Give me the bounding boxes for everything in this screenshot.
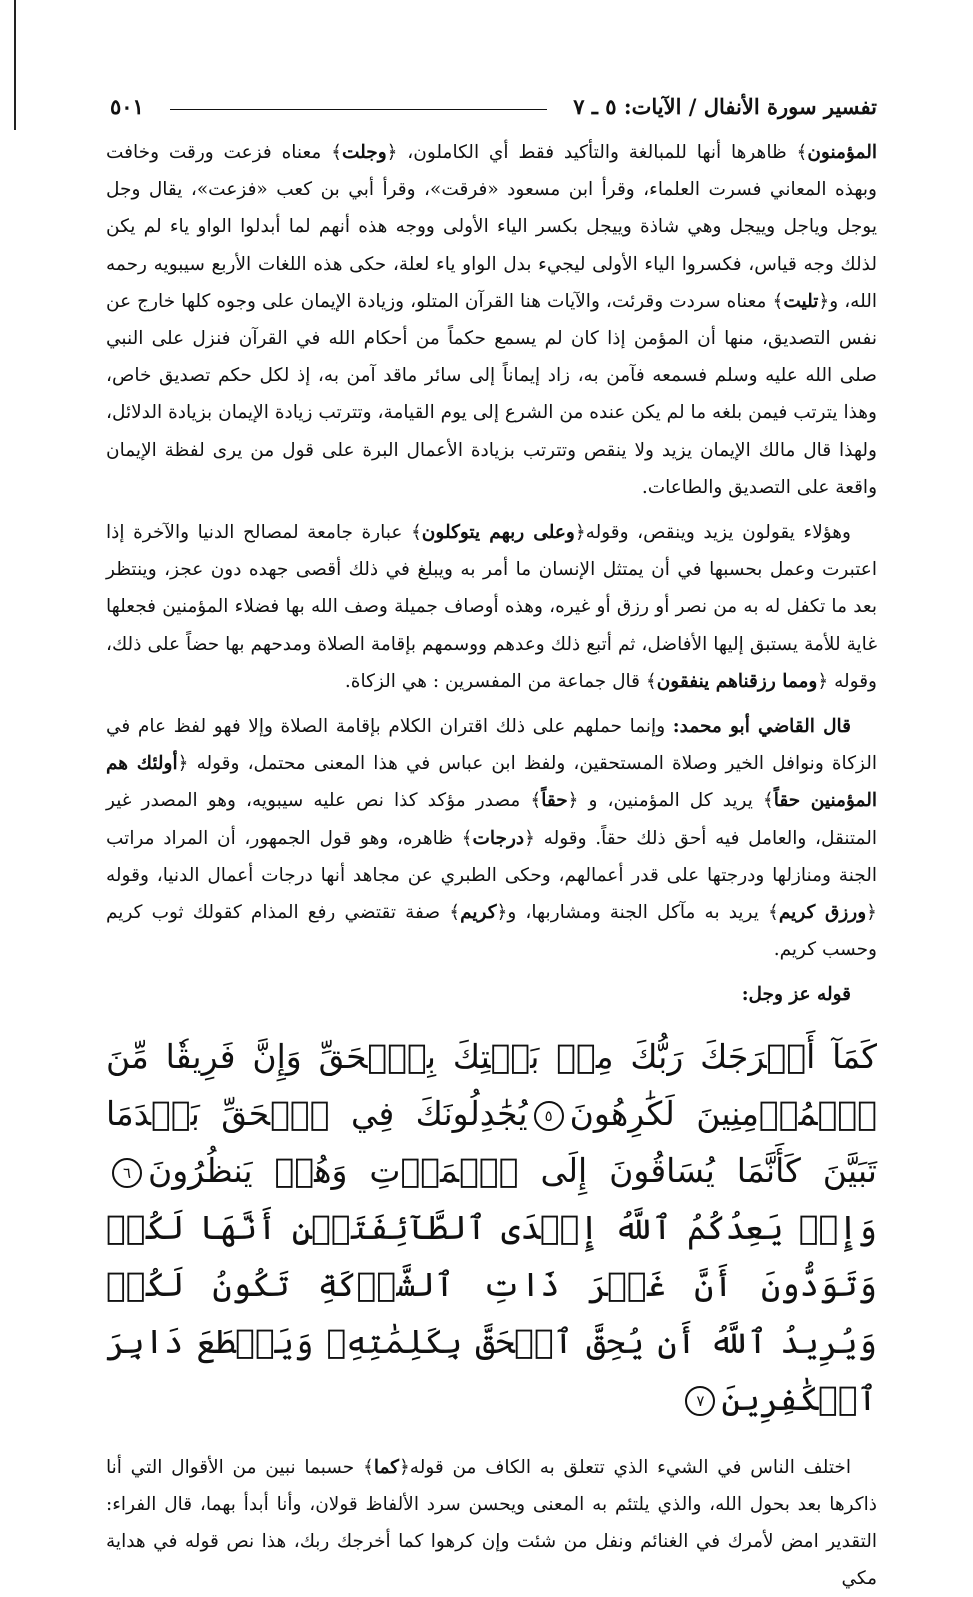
verse-text: يُجَٰدِلُونَكَ فِي ٱلۡحَقِّ بَعۡدَمَا تَبَيَّنَ كَأَنَّمَا يُسَاقُونَ إِلَى ٱلۡمَوۡتِ وَهُمۡ يَنظُرُونَ [106, 1093, 877, 1190]
paragraph-2 [106, 514, 877, 700]
commentary-text: ﴾ مصدر مؤكد كذا نص عليه سيبويه، وهو المصدر غير المتنقل، والعامل فيه أحق ذلك حقاً. وقوله ﴿ [106, 790, 877, 849]
quoted-term: أولئك هم المؤمنين حقاً [106, 753, 877, 812]
paragraph-3 [106, 708, 877, 968]
speaker-label: قال القاضي أبو محمد: [672, 716, 852, 738]
commentary-text: ﴾ قال جماعة من المفسرين : هي الزكاة. [344, 670, 657, 692]
commentary-text: ﴾ ظاهرها أنها للمبالغة والتأكيد فقط أي الكاملون، ﴿ [386, 142, 808, 163]
quoted-term: وعلى ربهم يتوكلون [421, 522, 575, 544]
paragraph-4 [106, 1449, 877, 1597]
verse-intro: قوله عز وجل: [741, 984, 851, 1006]
quoted-term: تليت [783, 290, 819, 312]
commentary-text: ﴾ ظاهره، وهو قول الجمهور، أن المراد مراتب الجنة ومنازلها ودرجتها على قدر أعمالهم، وحكى الطبري عن مجاهد أنها درجات أعمال الدنيا، وقوله ﴿ [106, 827, 877, 924]
verse-text: كَمَآ أَخۡرَجَكَ رَبُّكَ مِنۢ بَيۡتِكَ بِٱلۡحَقِّ وَإِنَّ فَرِيقٗا مِّنَ ٱلۡمُؤۡمِنِينَ لَكَٰرِهُونَ [106, 1036, 878, 1133]
ayah-number-marker: ٥ [534, 1101, 564, 1131]
ayah-number-marker: ٧ [685, 1386, 715, 1416]
commentary-text: وإنما حملهم على ذلك اقتران الكلام بإقامة الصلاة وإلا فهو لفظ عام في الزكاة ونوافل الخير وصلاة المستحقين، ولفظ ابن عباس في هذا المعنى محتمل، وقوله ﴿ [106, 716, 877, 775]
quoted-term: درجات [472, 827, 525, 849]
page-body [106, 134, 877, 1597]
commentary-text: ﴾ معناه سردت وقرئت، والآيات هنا القرآن المتلو، وزيادة الإيمان على وجوه كلها خارج عن نفس التصديق، منها أن المؤمن إذا كان لم يسمع حكماً من أحكام الله في القرآن فنزل على النبي صلى الله عليه وسلم فسمعه فآمن به، زاد إيماناً إلى سائر ماقد آمن به، إذ لكل حكم تصديق خاص، وهذا يترتب فيمن بلغه ما لم يكن عنده من الشرع إلى يوم القيامة، وتترتب زيادة الإيمان بزيادة الدلائل، ولهذا قال مالك الإيمان يزيد ولا ينقص وتترتب بزيادة الأعمال البرة على قول من يرى لفظة الإيمان واقعة على التصديق والطاعات. [106, 290, 877, 498]
running-head: تفسير سورة الأنفال / الآيات: ٥ ـ ٧ [565, 92, 877, 122]
quoted-term: كما [373, 1456, 399, 1478]
verse-text: وَإِذۡ يَعِدُكُمُ ٱللَّهُ إِحۡدَى ٱلطَّآئِفَتَيۡنِ أَنَّهَا لَكُمۡ وَتَوَدُّونَ أَنَّ غَيۡرَ ذَاتِ ٱلشَّوۡكَةِ تَكُونُ لَكُمۡ وَيُرِيدُ ٱللَّهُ أَن يُحِقَّ ٱلۡحَقَّ بِكَلِمَٰتِهِۦ وَيَقۡطَعَ دَابِرَ ٱلۡكَٰفِرِينَ [106, 1207, 877, 1418]
page-header [110, 92, 877, 122]
quoted-term: حقاً [541, 790, 568, 812]
commentary-text: ﴾ صفة تقتضي رفع المذام كقولك ثوب كريم وحسب كريم. [106, 902, 877, 961]
ayah-number-marker: ٦ [112, 1158, 142, 1188]
commentary-text: ﴾ حسبما نبين من الأقوال التي أنا ذاكرها بعد بحول الله، والذي يلتئم به المعنى ويحسن سرد الألفاظ قولان، وأنا أبدأ بهما، قال الفراء: التقدير امض لأمرك في الغنائم ونفل من شئت وإن كرهوا كما أخرجك ربك، هذا نص قوله في هداية مكي [106, 1456, 877, 1590]
quoted-term: المؤمنون [807, 142, 877, 163]
commentary-text: اختلف الناس في الشيء الذي تتعلق به الكاف من قوله﴿ [398, 1456, 851, 1478]
header-rule [170, 109, 547, 110]
quoted-term: ورزق كريم [778, 902, 867, 924]
quoted-term: وجلت [341, 142, 387, 163]
commentary-text: ﴾ عبارة جامعة لمصالح الدنيا والآخرة إذا اعتبرت وعمل بحسبها في أن يمتثل الإنسان ما أمر به ويبلغ في ذلك أقصى جهده دون عجز، وينتظر بعد ما تكفل له به من نصر أو رزق أو غيره، وهذه أوصاف جميلة وصف الله بها فضلاء المؤمنين فجعلها غاية للأمة يستبق إليها الأفاضل، ثم أتبع ذلك وعدهم ووسمهم بإقامة الصلاة ومدحهم بها حضاً على ذلك، وقوله ﴿ [106, 522, 877, 692]
quoted-term: ومما رزقناهم ينفقون [656, 670, 818, 692]
commentary-text: وهؤلاء يقولون يزيد وينقص، وقوله﴿ [574, 522, 851, 544]
scan-edge-line [14, 0, 16, 130]
commentary-text: ﴾ معناه فزعت ورقت وخافت وبهذه المعاني فسرت العلماء، وقرأ ابن مسعود «فرقت»، وقرأ أبي بن كعب «فزعت»، يقال وجل يوجل وياجل وييجل وهي شاذة وييجل بكسر الياء الأولى ووجه هذه أنهم لما أبدلوا الواو ياء لم يكن لذلك وجه قياس، فكسروا الياء الأولى ليجيء بدل الواو ياء لعلة، حكى هذه اللغات الأربع سيبويه رحمه الله، و﴿ [106, 142, 877, 312]
commentary-text: ﴾ يريد كل المؤمنين، و ﴿ [567, 790, 774, 812]
paragraph-1 [106, 134, 877, 506]
page-number: ٥٠١ [110, 92, 152, 122]
commentary-text: ﴾ يريد به مآكل الجنة ومشاربها، و﴿ [496, 902, 779, 924]
quoted-term: كريم [460, 902, 497, 924]
quran-verses [106, 1028, 877, 1427]
